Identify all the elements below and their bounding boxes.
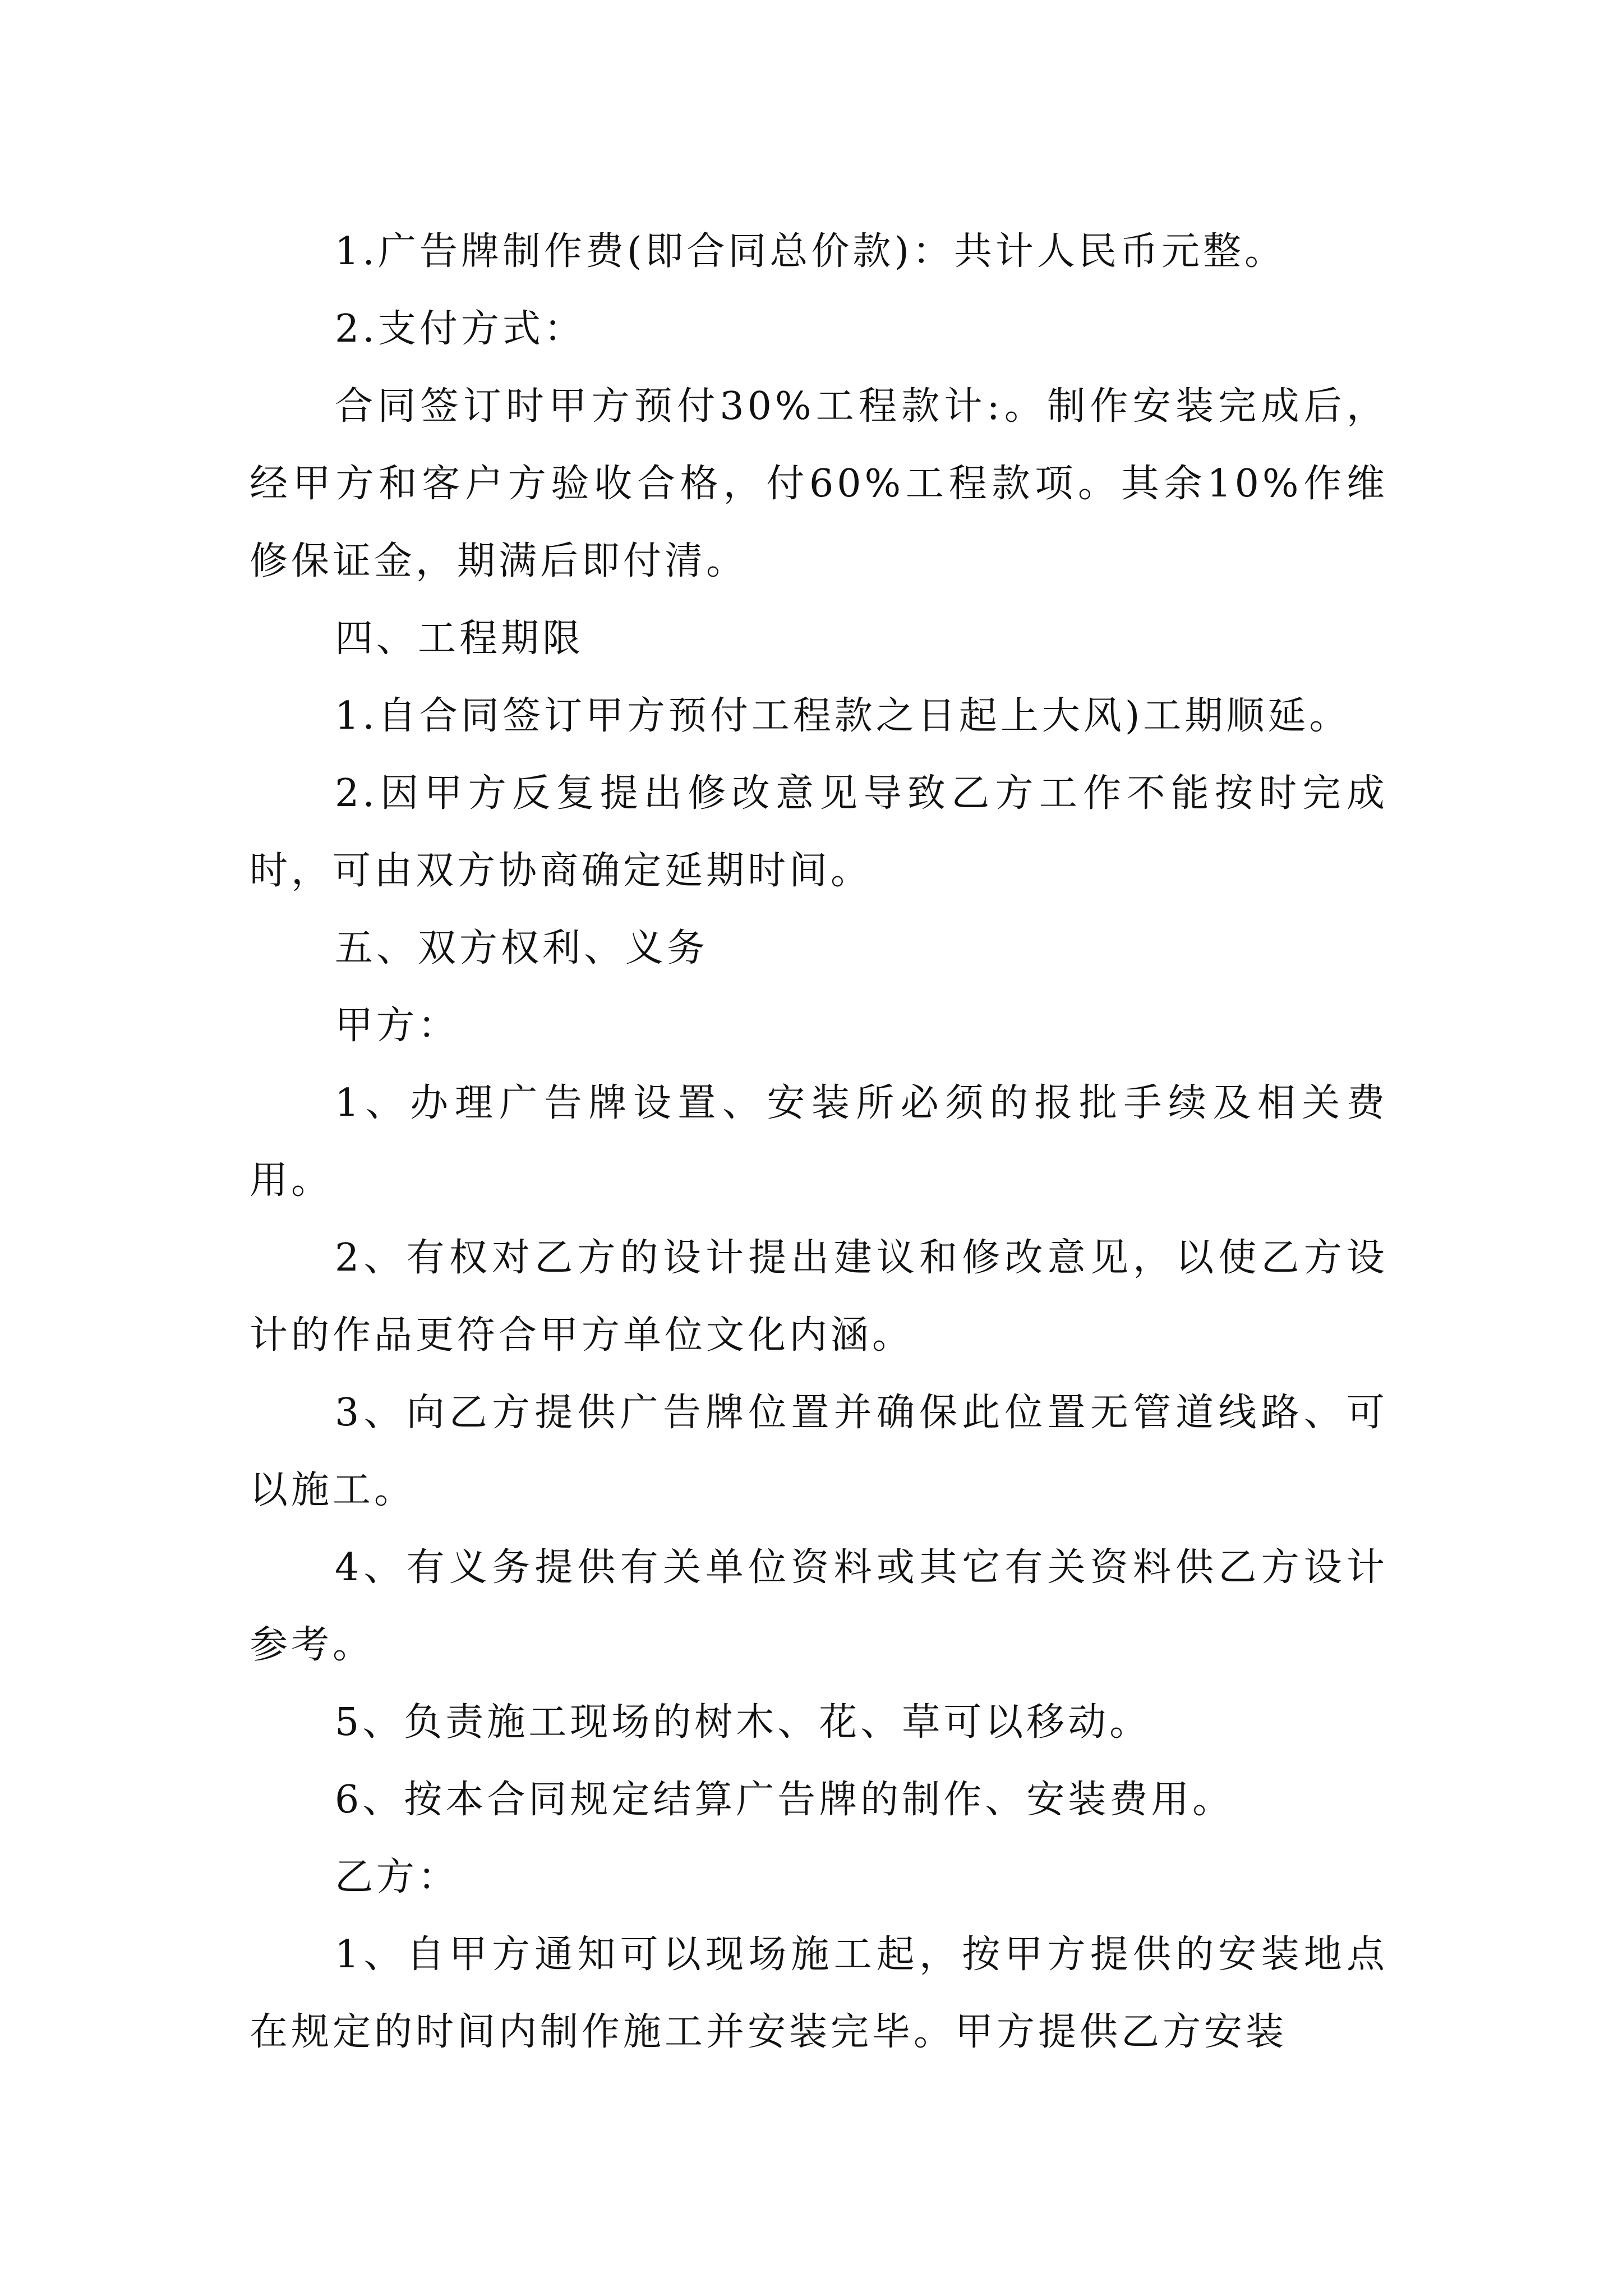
paragraph-fee-total: 1.广告牌制作费(即合同总价款)：共计人民币元整。 <box>335 229 1286 274</box>
document-body <box>250 213 1388 2071</box>
paragraph-period-start: 1.自合同签订甲方预付工程款之日起上大风)工期顺延。 <box>335 694 1351 738</box>
party-b-item-1: 1、自甲方通知可以现场施工起，按甲方提供的安装地点在规定的时间内制作施工并安装完毕。甲方提供乙方安装 <box>250 1932 1388 2054</box>
party-b-heading: 乙方： <box>335 1855 460 1899</box>
paragraph-period-extension: 2.因甲方反复提出修改意见导致乙方工作不能按时完成时，可由双方协商确定延期时间。 <box>250 771 1388 893</box>
party-a-item-4: 4、有义务提供有关单位资料或其它有关资料供乙方设计参考。 <box>250 1545 1388 1667</box>
party-a-item-5: 5、负责施工现场的树木、花、草可以移动。 <box>335 1700 1151 1745</box>
paragraph-payment-terms: 合同签订时甲方预付30%工程款计:。制作安装完成后，经甲方和客户方验收合格，付60%工程款项。其余10%作维修保证金，期满后即付清。 <box>250 384 1388 583</box>
section-heading-project-period: 四、工程期限 <box>335 616 584 661</box>
party-a-item-2: 2、有权对乙方的设计提出建议和修改意见，以使乙方设计的作品更符合甲方单位文化内涵。 <box>250 1236 1388 1358</box>
party-a-item-1: 1、办理广告牌设置、安装所必须的报批手续及相关费用。 <box>250 1081 1388 1203</box>
paragraph-payment-method-heading: 2.支付方式： <box>335 307 585 351</box>
party-a-item-6: 6、按本合同规定结算广告牌的制作、安装费用。 <box>335 1778 1234 1822</box>
party-a-item-3: 3、向乙方提供广告牌位置并确保此位置无管道线路、可以施工。 <box>250 1391 1388 1512</box>
section-heading-rights-obligations: 五、双方权利、义务 <box>335 926 709 970</box>
party-a-heading: 甲方： <box>335 1004 460 1048</box>
